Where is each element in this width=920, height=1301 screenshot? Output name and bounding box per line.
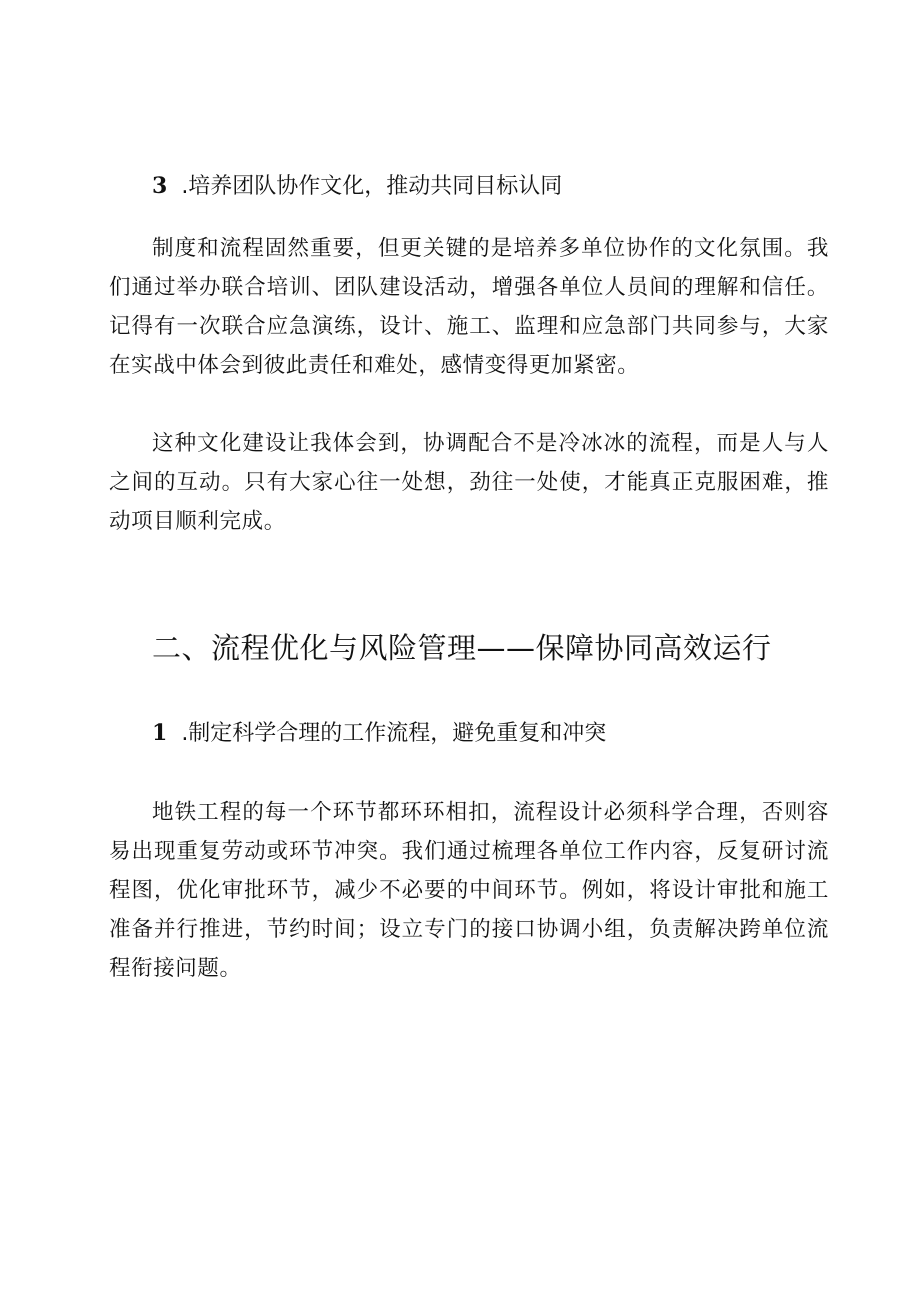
section-3-paragraph-1: 制度和流程固然重要，但更关键的是培养多单位协作的文化氛围。我们通过举办联合培训、团队建设活动，增强各单位人员间的理解和信任。记得有一次联合应急演练，设计、施工、监理和应急部门共同参与，大家在实战中体会到彼此责任和难处，感情变得更加紧密。 (109, 236, 829, 378)
section-3-paragraph-2: 这种文化建设让我体会到，协调配合不是冷冰冰的流程，而是人与人之间的互动。只有大家心往一处想，劲往一处使，才能真正克服困难，推动项目顺利完成。 (109, 431, 829, 534)
section-1-number: 1 (152, 720, 168, 746)
section-3-heading (152, 172, 562, 201)
section-3-title: .培养团队协作文化，推动共同目标认同 (181, 174, 563, 199)
section-1-paragraph-1: 地铁工程的每一个环节都环环相扣，流程设计必须科学合理，否则容易出现重复劳动或环节冲突。我们通过梳理各单位工作内容，反复研讨流程图，优化审批环节，减少不必要的中间环节。例如，将设计审批和施工准备并行推进，节约时间；设立专门的接口协调小组，负责解决跨单位流程衔接问题。 (109, 800, 829, 981)
section-1-title: .制定科学合理的工作流程，避免重复和冲突 (181, 721, 607, 746)
section-3-number: 3 (152, 173, 168, 199)
chapter-2-heading: 二、流程优化与风险管理——保障协同高效运行 (152, 631, 772, 665)
section-1-heading (152, 719, 606, 748)
